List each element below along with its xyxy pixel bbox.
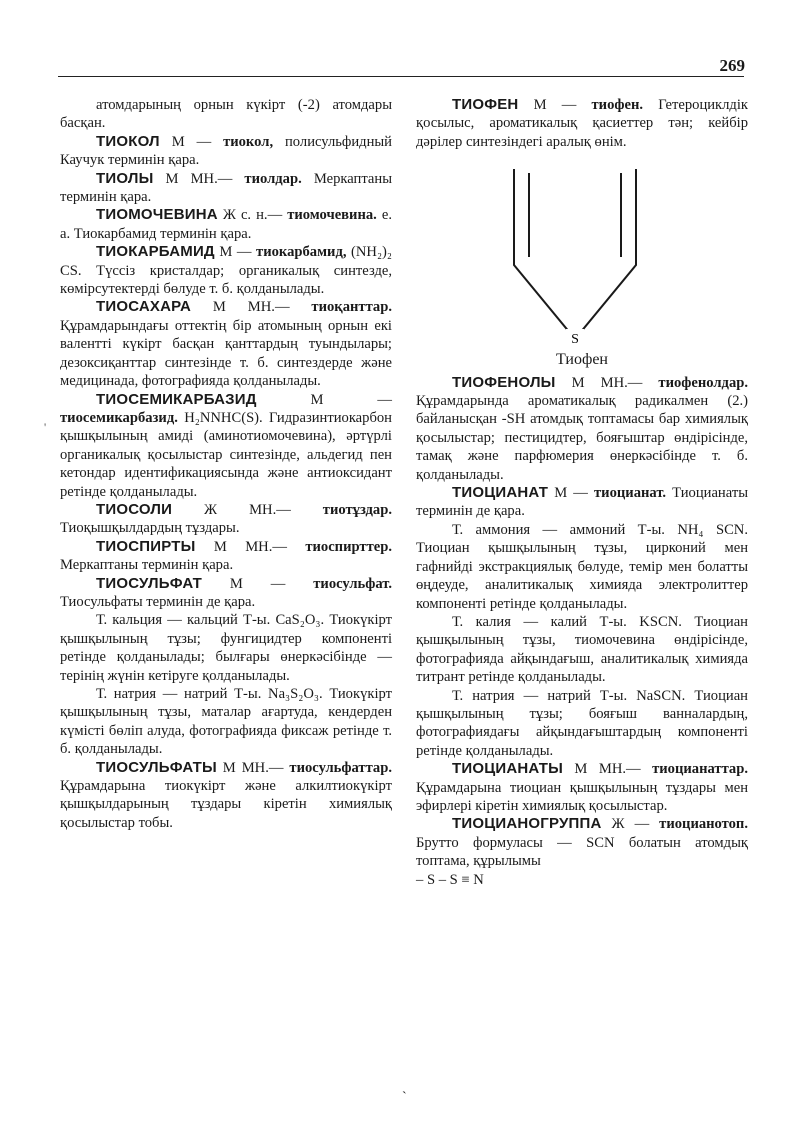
- dictionary-entry: [60, 243, 392, 298]
- dictionary-entry: [416, 96, 748, 151]
- entry-text: Тиосульфаты терминін де қара.: [60, 593, 256, 610]
- dictionary-entry: [416, 760, 748, 815]
- entry-grammar-tag: М МН.—: [562, 761, 653, 778]
- entry-grammar-tag: Ж с. н.—: [217, 207, 288, 224]
- entry-translation: тиосульфат.: [313, 575, 392, 592]
- header-rule: [58, 76, 744, 77]
- entry-grammar-tag: М —: [518, 97, 592, 113]
- margin-mark: ': [44, 420, 47, 434]
- dictionary-entry: [60, 391, 392, 501]
- entry-translation: тиоцианотоп.: [659, 816, 748, 833]
- entry-text: Тиоцианаты терминін де қара.: [416, 485, 749, 520]
- entry-headword: ТИОКОЛ: [96, 132, 160, 150]
- entry-headword: ТИОСЕМИКАРБАЗИД: [96, 390, 257, 408]
- entry-text: Т. натрия — натрий Т-ы. Na₃S₂O₃. Тиокүкірт қышқылының тұзы, маталар ағартуда, кендерден күмісті бөліп алуда, фотографияда фиксаж ретінде т. б. қолданылады.: [60, 686, 392, 758]
- entry-translation: тиолдар.: [244, 170, 302, 187]
- entry-text: е. а. Тиокарбамид терминін қара.: [60, 207, 392, 242]
- entry-text: атомдарының орнын күкірт (-2) атомдары басқан.: [60, 97, 392, 132]
- entry-headword: ТИОСОЛИ: [96, 500, 173, 518]
- entry-headword: ТИОСУЛЬФАТ: [96, 574, 202, 592]
- dictionary-entry: [60, 501, 392, 538]
- entry-translation: тиоцианаттар.: [652, 761, 748, 778]
- entry-headword: ТИОСПИРТЫ: [96, 537, 196, 555]
- entry-text: Гетероциклдік қосылыс, ароматикалық қасиеттер тән; кейбір дәрілер синтезіндегі аралық өнім.: [416, 97, 749, 150]
- dictionary-entry: [416, 687, 748, 761]
- left-column: [60, 96, 392, 832]
- entry-headword: ТИОКАРБАМИД: [96, 243, 215, 261]
- entry-text: Құрамдарына тиоциан қышқылының тұздары мен эфирлері кіретін химиялық қосылыстар.: [416, 779, 748, 814]
- dictionary-entry: [60, 685, 392, 759]
- entry-headword: ТИОФЕНОЛЫ: [452, 373, 556, 391]
- entry-headword: ТИОФЕН: [452, 96, 519, 113]
- dictionary-entry: [60, 298, 392, 390]
- entry-text: Тиоқышқылдардың тұздары.: [60, 520, 240, 537]
- dictionary-entry: [60, 759, 392, 833]
- dictionary-entry: [60, 538, 392, 575]
- dictionary-entry: [416, 613, 748, 687]
- entry-translation: тиоспирттер.: [305, 538, 392, 555]
- dictionary-entry: [60, 611, 392, 685]
- page-number: 269: [719, 56, 745, 75]
- entry-text: Т. калия — калий Т-ы. KSCN. Тиоциан қышқылының тұзы, тиомочевина өндірісінде, фотографияда айқындағыш, аналитикалық химияда титрант ретінде қолданылады.: [416, 613, 748, 686]
- entry-grammar-tag: М —: [256, 391, 392, 408]
- entry-grammar-tag: М —: [159, 133, 224, 150]
- entry-translation: тиофенолдар.: [658, 374, 748, 391]
- entry-grammar-tag: Ж —: [601, 816, 660, 833]
- dictionary-entry: [60, 133, 392, 170]
- entry-translation: тиокол,: [223, 133, 274, 150]
- dictionary-entry: [416, 484, 748, 521]
- dictionary-entry: [416, 374, 748, 484]
- entry-grammar-tag: М МН.—: [216, 759, 290, 776]
- ring-outline: [514, 169, 636, 339]
- dictionary-entry: [60, 206, 392, 243]
- sulfur-atom-label: S: [571, 332, 579, 348]
- entry-text: (NH₂)₂ CS. Түссіз кристалдар; органикалық синтезде, көмірсутектерді бөлуде т. б. қолданылады.: [60, 244, 393, 298]
- entry-translation: тиомочевина.: [287, 207, 377, 224]
- entry-text: Меркаптаны терминін қара.: [60, 170, 392, 206]
- entry-translation: тиосемикарбазид.: [60, 409, 178, 426]
- thiophene-structure-diagram: [416, 161, 748, 347]
- entry-translation: тиоқанттар.: [311, 299, 392, 316]
- entry-headword: ТИОМОЧЕВИНА: [96, 206, 218, 224]
- entry-grammar-tag: М МН.—: [195, 538, 306, 555]
- entry-headword: ТИОЦИАНАТЫ: [452, 760, 563, 778]
- entry-grammar-tag: М —: [214, 244, 257, 261]
- dictionary-entry: [60, 170, 392, 207]
- entry-translation: тиотұздар.: [322, 501, 392, 518]
- thiophene-figure: [416, 161, 748, 347]
- entry-headword: ТИОЦИАНОГРУППА: [452, 815, 602, 833]
- entry-translation: тиосульфаттар.: [289, 759, 392, 776]
- entry-headword: ТИОСАХАРА: [96, 298, 192, 316]
- entry-text: Т. натрия — натрий Т-ы. NaSCN. Тиоциан қышқылының тұзы; бояғыш ванналардың, фотографиядағы айқындағыштардың компоненті ретінде қолданылады.: [416, 687, 748, 759]
- entry-grammar-tag: М МН.—: [153, 170, 245, 187]
- entry-text: Меркаптаны терминін қара.: [60, 557, 234, 574]
- entry-grammar-tag: Ж МН.—: [172, 501, 323, 518]
- entry-grammar-tag: М МН.—: [191, 299, 312, 316]
- entry-headword: ТИОСУЛЬФАТЫ: [96, 758, 217, 776]
- entry-text: H₂NNHC(S). Гидразинтиокарбон қышқылының амиді (аминотиомочевина), әртүрлі органикалық қосылыстар синтезінде, альдегид пен кетондар идентификациясында және антиоксидант ретінде қолданылады.: [60, 409, 392, 500]
- entry-text: Құрамдарына тиокүкірт және алкилтиокүкірт қышқылдарының тұздары кіретін химиялық қосылыстар тобы.: [60, 778, 392, 831]
- entry-grammar-tag: М —: [202, 575, 314, 592]
- entry-grammar-tag: М —: [548, 485, 594, 502]
- entry-grammar-tag: М МН.—: [555, 374, 659, 391]
- right-column: [416, 96, 748, 889]
- entry-headword: ТИОЛЫ: [96, 169, 154, 187]
- entry-text: Т. кальция — кальций Т-ы. CaS₂O₃. Тиокүкірт қышқылының тұзы; фунгицидтер компоненті ретінде қолданылады; былғары өнеркәсібінде — терінің жүнін кетіруге қолданылады.: [60, 612, 392, 684]
- dictionary-entry: [416, 815, 748, 870]
- entry-text: Т. аммония — аммоний Т-ы. NH₄ SCN. Тиоциан қышқылының тұзы, цирконий мен гафнийді экстракциялық бөлуде, темір мен болатты өңдеуде, аналитикалық химияда электролиттер компоненті ретінде қолданылады.: [416, 521, 748, 612]
- entry-text: Құрамдарындағы оттектің бір атомының орнын екі валентті күкірт басқан қанттардың туындылары; дезоксиқанттар синтезінде т. б. синтездерде және медицинада, фотографияда қолданылады.: [60, 317, 392, 390]
- entry-translation: тиокарбамид,: [256, 244, 347, 261]
- entry-translation: тиофен.: [591, 97, 644, 113]
- figure-caption: Тиофен: [556, 351, 608, 369]
- dictionary-entry: [60, 96, 392, 133]
- dictionary-entry: [60, 575, 392, 612]
- entry-text: Брутто формуласы — SCN болатын атомдық топтама, құрылымы: [416, 834, 748, 870]
- dictionary-entry: [416, 521, 748, 613]
- entry-text: полисульфидный Каучук терминін қара.: [60, 133, 392, 169]
- entry-translation: тиоцианат.: [594, 485, 667, 502]
- structure-formula: – S – S ≡ N: [416, 871, 484, 888]
- footer-mark: `: [402, 1090, 407, 1105]
- entry-headword: ТИОЦИАНАТ: [452, 484, 549, 502]
- entry-text: Құрамдарында ароматикалық радикалмен (2.) байланысқан -SH атомдық топтамасы бар химиялық қосылыстар; пестицидтер, бояғыштар өндірісінде, тамақ және парфюмерия өнеркәсібінде т. б. қолданылады.: [416, 393, 748, 483]
